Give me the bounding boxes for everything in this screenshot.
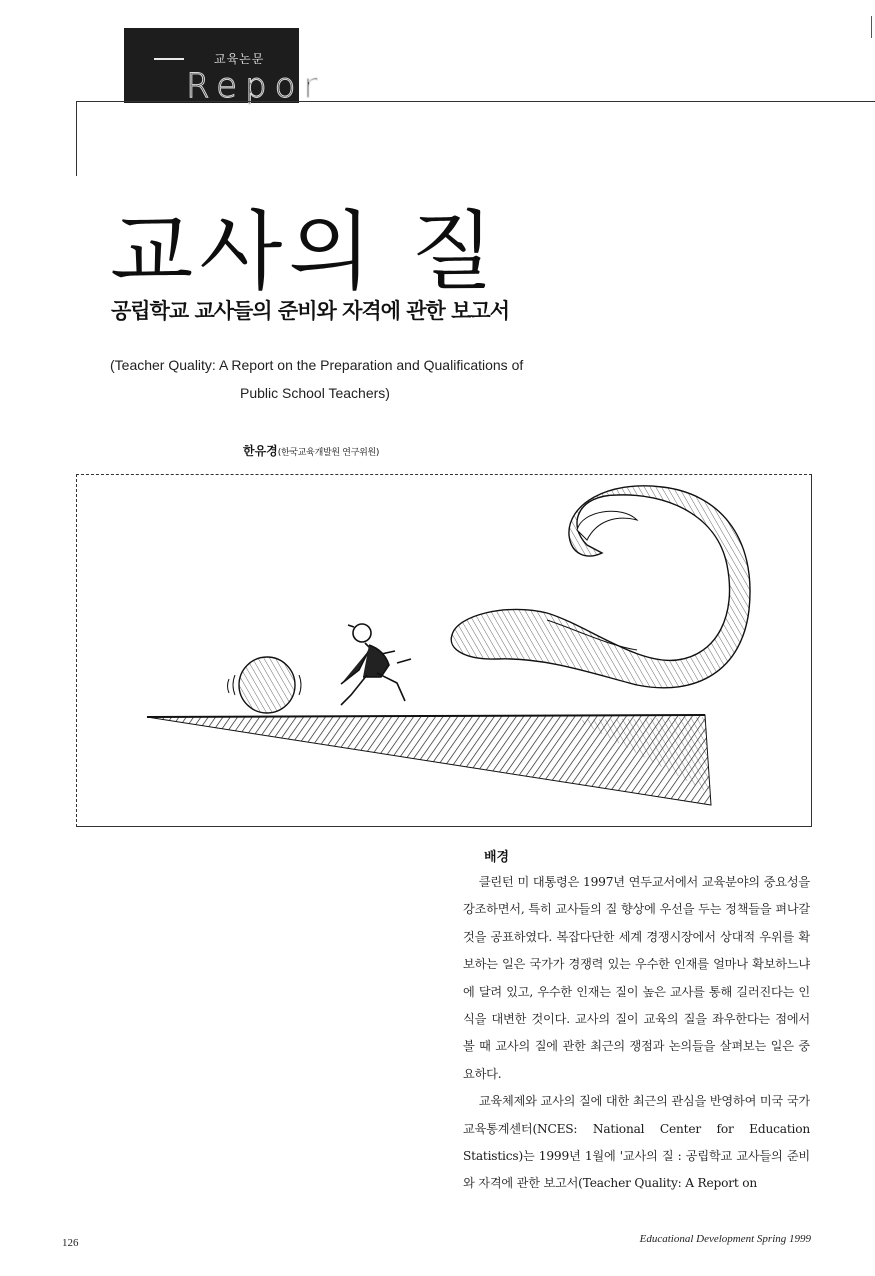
section-category: 교육논문	[214, 52, 265, 66]
author-name: 한유경	[243, 444, 278, 458]
section-word: Repor	[186, 66, 326, 106]
section-heading: 배경	[484, 850, 510, 865]
ball-drawing	[228, 657, 302, 713]
page-number: 126	[62, 1237, 79, 1249]
english-title-line-1: (Teacher Quality: A Report on the Preparation and Qualifications of	[110, 357, 524, 373]
journal-footer: Educational Development Spring 1999	[639, 1233, 811, 1245]
header-rule	[76, 101, 875, 102]
english-title-line-2: Public School Teachers)	[240, 385, 390, 401]
tab-decoration	[154, 58, 184, 60]
body-paragraph-1: 클린턴 미 대통령은 1997년 연두교서에서 교육분야의 중요성을 강조하면서, 특히 교사들의 질 향상에 우선을 두는 정책들을 펴나갈 것을 공표하였다. 복잡다단한 세계 경쟁시장에서 상대적 우위를 확보하는 일은 국가가 경쟁력 있는 우수한 인재를 얼마나 확보하느냐에 달려 있고, 우수한 인재는 질이 높은 교사를 통해 길러진다는 인식을 대변한 것이다. 교사의 질이 교육의 질을 좌우한다는 점에서 볼 때 교사의 질에 관한 최근의 쟁점과 논의들을 살펴보는 일은 중요하다.	[463, 875, 810, 1081]
page-title: 교사의 질	[110, 202, 500, 302]
corner-mark	[871, 16, 872, 38]
page-subtitle: 공립학교 교사들의 준비와 자격에 관한 보고서	[111, 299, 509, 323]
body-paragraph-2: 교육체제와 교사의 질에 대한 최근의 관심을 반영하여 미국 국가교육통계센터(NCES: National Center for Education Statistics)는 1999년 1월에 '교사의 질 : 공립학교 교사들의 준비와 자격에 관한 보고서(Teacher Quality: A Report on	[463, 1094, 810, 1191]
illustration-frame	[76, 474, 812, 827]
runner-figure	[341, 624, 411, 705]
author-affiliation: (한국교육개발원 연구위원)	[277, 448, 380, 458]
author-byline	[243, 442, 379, 459]
question-mark-shape	[451, 486, 750, 688]
article-body	[463, 869, 810, 1198]
question-mark-illustration	[77, 475, 813, 828]
left-rule	[76, 101, 77, 176]
section-tab	[124, 28, 326, 106]
ground-shape	[147, 715, 711, 805]
